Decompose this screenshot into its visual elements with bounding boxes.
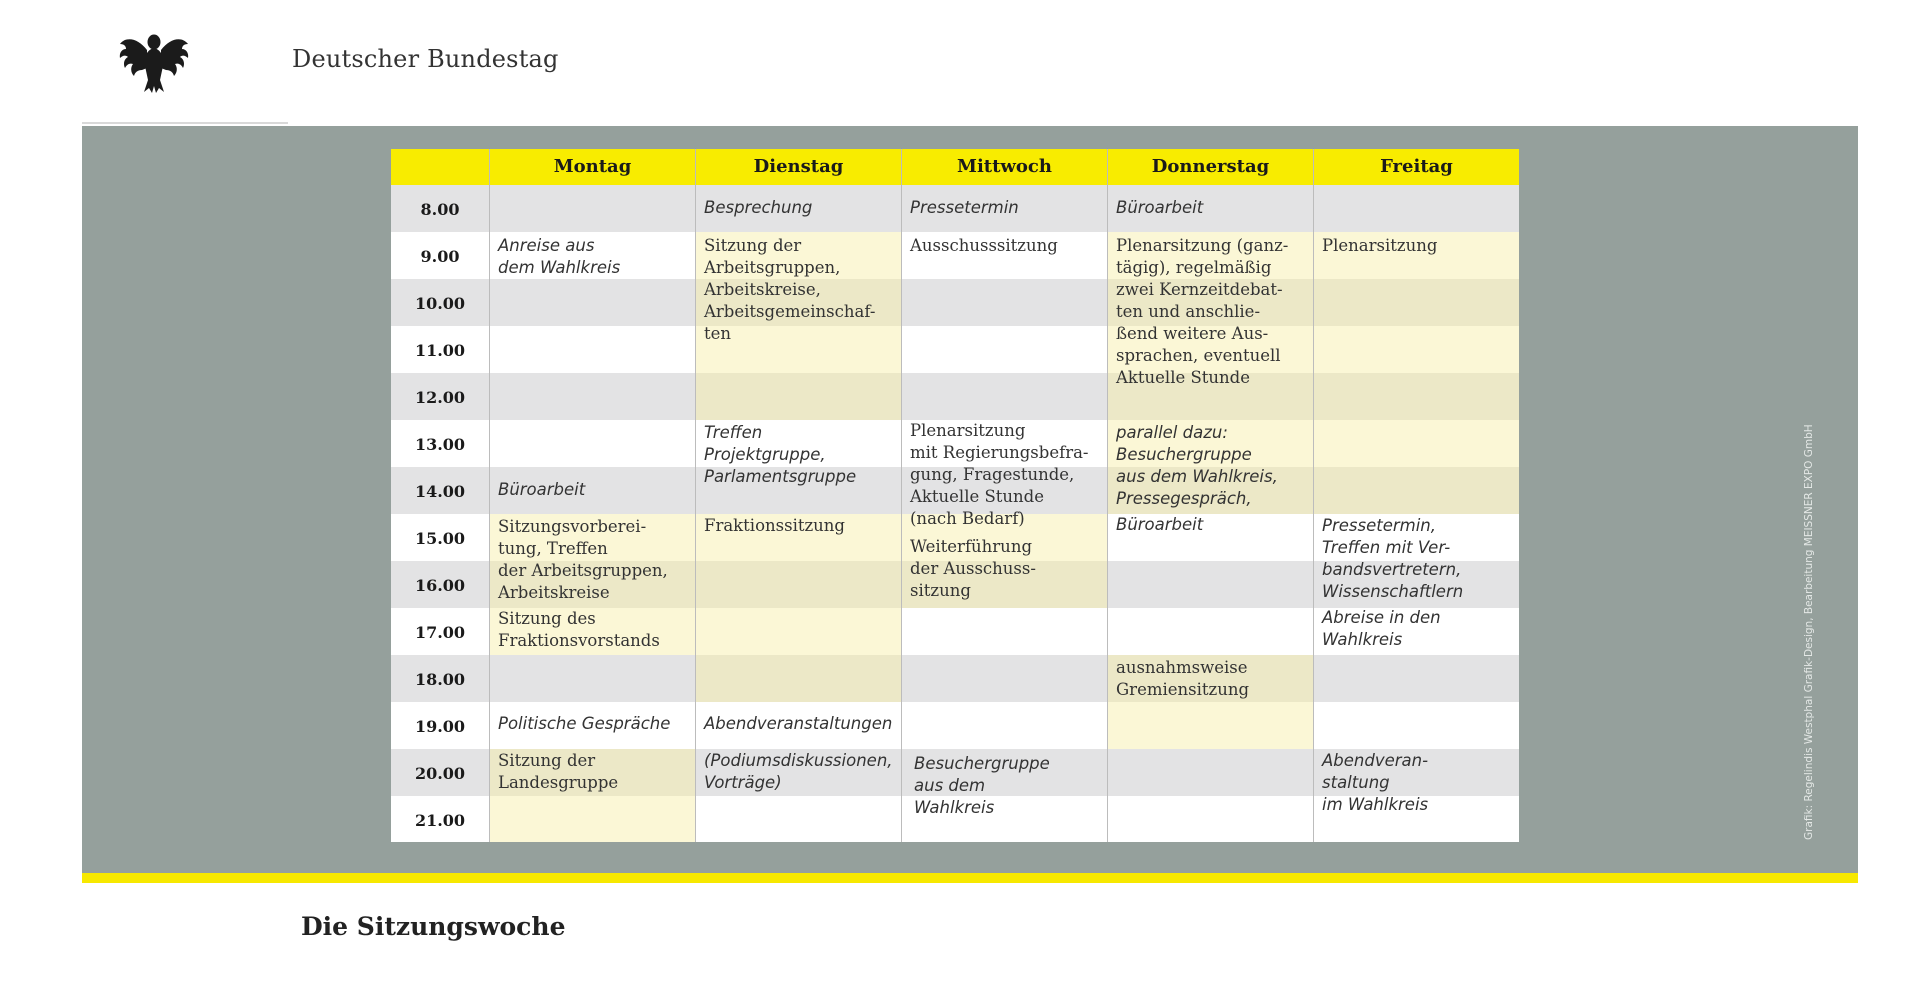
column-divider	[1107, 149, 1108, 842]
event-friday-abendveranstaltung: Abendveran- staltung im Wahlkreis	[1322, 751, 1429, 814]
page-title: Die Sitzungswoche	[301, 912, 566, 941]
hour-label: 10.00	[414, 294, 466, 313]
event-thursday-bueroarbeit: Büroarbeit	[1116, 198, 1204, 217]
event-tuesday-fraktionssitzung: Fraktionssitzung	[704, 516, 845, 535]
column-divider	[901, 149, 902, 842]
event-thursday-parallel: parallel dazu: Besuchergruppe aus dem Wahlkreis, Pressegespräch,	[1116, 423, 1278, 508]
row-bg	[391, 655, 1519, 702]
hour-label: 11.00	[414, 341, 466, 360]
hour-label: 9.00	[420, 247, 460, 266]
hour-label: 12.00	[414, 388, 466, 407]
bundesadler-icon	[118, 28, 190, 94]
event-friday-abreise: Abreise in den Wahlkreis	[1322, 608, 1441, 649]
event-wednesday-besuchergruppe: Besuchergruppe aus dem Wahlkreis	[914, 754, 1050, 817]
hour-label: 14.00	[414, 482, 466, 501]
event-thursday-plenarsitzung: Plenarsitzung (ganz- tägig), regelmäßig zwei Kernzeitdebat- ten und anschlie- ßend weitere Aus- sprachen, eventuell Aktuelle Stunde	[1116, 236, 1289, 387]
hour-label: 13.00	[414, 435, 466, 454]
hour-label: 16.00	[414, 576, 466, 595]
highlight-block	[696, 514, 901, 702]
hour-label: 15.00	[414, 529, 466, 548]
header-divider	[82, 122, 288, 124]
hour-label: 21.00	[414, 811, 466, 830]
event-wednesday-pressetermin: Pressetermin	[910, 198, 1019, 217]
hour-label: 17.00	[414, 623, 466, 642]
event-monday-politische-gespraeche: Politische Gespräche	[498, 714, 671, 733]
event-wednesday-weiterfuehrung: Weiterführung der Ausschuss- sitzung	[910, 537, 1036, 600]
event-tuesday-treffen: Treffen Projektgruppe, Parlamentsgruppe	[704, 423, 857, 486]
event-monday-fraktionsvorstand: Sitzung des Fraktionsvorstands	[498, 609, 660, 650]
event-tuesday-podiumsdiskussionen: (Podiumsdiskussionen, Vorträge)	[704, 751, 893, 792]
day-thursday: Donnerstag	[1151, 156, 1270, 177]
hour-label: 8.00	[420, 200, 460, 219]
accent-stripe	[82, 873, 1858, 883]
schedule-table	[391, 149, 1519, 842]
highlight-block	[1314, 232, 1519, 514]
event-tuesday-arbeitsgruppen: Sitzung der Arbeitsgruppen, Arbeitskreise, Arbeitsgemeinschaf- ten	[704, 236, 876, 343]
event-monday-bueroarbeit: Büroarbeit	[498, 480, 586, 499]
column-divider	[1313, 149, 1314, 842]
event-monday-landesgruppe: Sitzung der Landesgruppe	[498, 751, 619, 792]
event-thursday-gremiensitzung: ausnahmsweise Gremiensitzung	[1116, 658, 1250, 699]
column-divider	[489, 149, 490, 842]
brand-title: Deutscher Bundestag	[292, 45, 559, 73]
event-tuesday-abendveranstaltungen: Abendveranstaltungen	[704, 714, 893, 733]
day-wednesday: Mittwoch	[957, 156, 1052, 177]
event-monday-sitzungsvorbereitung: Sitzungsvorberei- tung, Treffen der Arbeitsgruppen, Arbeitskreise	[498, 517, 668, 602]
event-friday-pressetermin: Pressetermin, Treffen mit Ver- bandsvertretern, Wissenschaftlern	[1322, 516, 1464, 601]
event-friday-plenarsitzung: Plenarsitzung	[1322, 236, 1438, 255]
hour-label: 19.00	[414, 717, 466, 736]
hour-label: 18.00	[414, 670, 466, 689]
day-tuesday: Dienstag	[753, 156, 844, 177]
column-divider	[695, 149, 696, 842]
hour-label: 20.00	[414, 764, 466, 783]
event-wednesday-ausschusssitzung: Ausschusssitzung	[910, 236, 1058, 255]
event-thursday-bueroarbeit-2: Büroarbeit	[1116, 515, 1204, 534]
event-tuesday-besprechung: Besprechung	[704, 198, 813, 217]
day-monday: Montag	[553, 156, 632, 177]
event-wednesday-plenarsitzung: Plenarsitzung mit Regierungsbefra- gung, Fragestunde, Aktuelle Stunde (nach Bedarf)	[910, 421, 1089, 528]
day-friday: Freitag	[1380, 156, 1453, 177]
image-credit: Grafik: Regelindis Westphal Grafik-Design, Bearbeitung MEISSNER EXPO GmbH	[1803, 424, 1815, 840]
event-monday-anreise: Anreise aus dem Wahlkreis	[498, 236, 621, 277]
